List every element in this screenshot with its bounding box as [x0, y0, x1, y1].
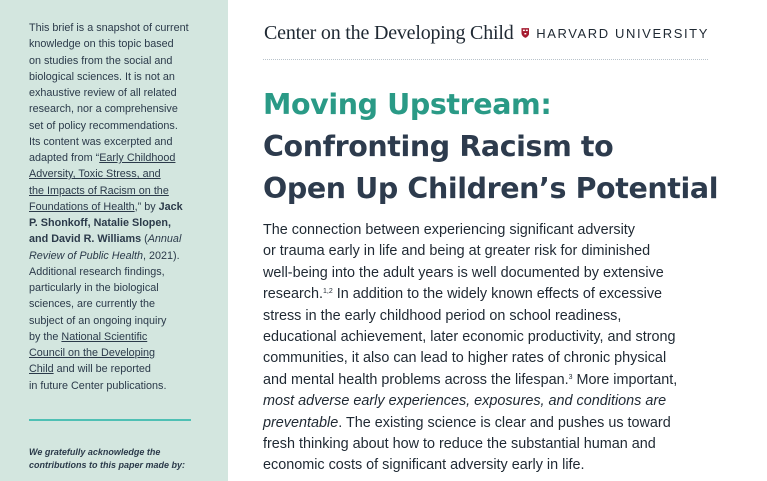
title-line-2: Confronting Racism to [263, 130, 614, 163]
sidebar-note: This brief is a snapshot of current knowledge on this topic based on studies from the social and biological sciences. It is not an exhaustive review of all related research, nor a comprehensive set of policy recommendations. Its content was excerpted and adapted from “Early Childhood Adversity, Toxic Stress, and the Impacts of Racism on the Foundations of Health,” by Jack P. Shonkoff, Natalie Slopen, and David R. Williams (Annual Review of Public Health, 2021). Additional research findings, particularly in the biological sciences, are currently the subject of an ongoing inquiry by the National Scientific Council on the Developing Child and will be reported in future Center publications. [29, 22, 189, 392]
intro-paragraph: The connection between experiencing significant adversity or trauma early in life and being at greater risk for diminished well-being into the adult years is well documented by extensive research.$^{1,2}$ In addition to the widely known effects of excessive stress in the early childhood period on school readiness, educational achievement, later economic productivity, and strong communities, it also can lead to higher rates of chronic physical and mental health problems across the lifespan.$^3$ More important, most adverse early experiences, exposures, and conditions are preventable. The existing science is clear and pushes us toward fresh thinking about how to reduce the substantial human and economic costs of significant adversity early in life. [263, 222, 678, 474]
footnote-ref: 1,2 [323, 288, 333, 296]
brief-title [263, 84, 743, 210]
national-council-link[interactable]: National Scientific Council on the Developing Child [29, 330, 156, 376]
sidebar [0, 0, 228, 481]
acknowledgement-heading: We gratefully acknowledge the contributions to this paper made by: [29, 447, 186, 470]
university-name: HARVARD UNIVERSITY [536, 25, 709, 41]
footnote-ref: 3 [568, 373, 573, 381]
sidebar-divider [29, 419, 191, 421]
header-divider [263, 59, 708, 61]
masthead [264, 20, 709, 46]
center-name: Center on the Developing Child [264, 21, 514, 44]
source-article-link[interactable]: Early Childhood Adversity, Toxic Stress, and the Impacts of Racism on the Foundations of Health [29, 152, 176, 213]
title-line-3: Open Up Children’s Potential [263, 172, 719, 205]
harvard-shield-icon [521, 22, 530, 44]
title-line-1: Moving Upstream: [263, 88, 552, 121]
